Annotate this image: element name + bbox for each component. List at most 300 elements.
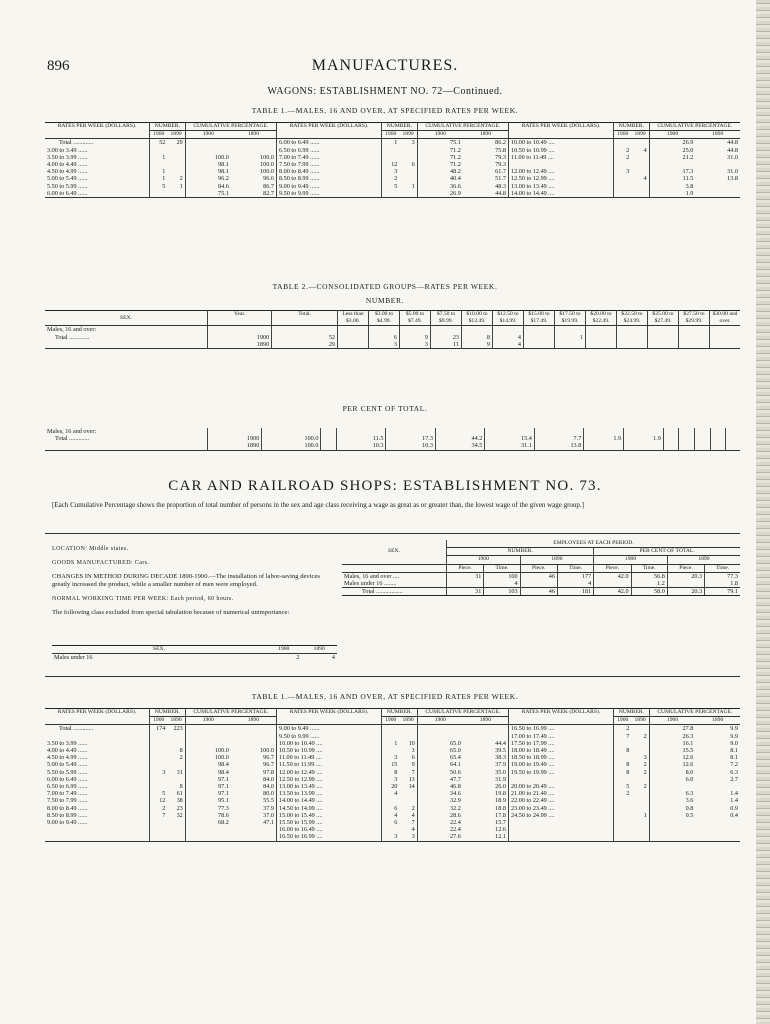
number-1900: 2	[626, 725, 630, 733]
number-1890	[631, 797, 649, 804]
rate-label: 21.00 to 21.49 ....	[509, 790, 614, 797]
rate-label: 4.50 to 4.99 ......	[45, 168, 150, 175]
bin-value: 9	[400, 334, 431, 341]
number-1890: 9	[399, 761, 417, 768]
number-1890	[167, 161, 185, 168]
header-number: NUMBER.	[382, 709, 418, 717]
header-cumulative: CUMULATIVE PERCENTAGE.	[185, 709, 276, 717]
cumulative-1900	[649, 161, 695, 168]
bin-value	[524, 334, 555, 341]
bin-value: 3	[369, 341, 400, 349]
header-bin: $5.00 to $7.49.	[400, 311, 431, 326]
number-1900: 1	[394, 739, 398, 747]
empty-cell	[337, 428, 386, 435]
cumulative-1890: 96.7	[231, 754, 277, 761]
header-percent: PER CENT OF TOTAL.	[594, 548, 740, 556]
cumulative-1890	[695, 190, 740, 198]
total-value: 52	[272, 334, 338, 341]
cumulative-1900: 78.6	[218, 811, 229, 819]
cumulative-1900: 65.0	[450, 739, 461, 747]
number-1900: 3	[394, 754, 398, 762]
rate-label	[45, 826, 150, 833]
header-cumulative: CUMULATIVE PERCENTAGE.	[417, 709, 508, 717]
number-1900	[150, 754, 168, 761]
number-1890	[167, 154, 185, 161]
cumulative-1900: 97.1	[218, 775, 229, 783]
number-1890: 38	[167, 797, 185, 804]
table-row	[45, 168, 740, 175]
bin-value: 11.5	[337, 435, 386, 442]
rate-label: 7.00 to 7.49 ......	[45, 790, 150, 797]
rate-label: 10.00 to 10.49 ....	[277, 740, 382, 747]
number-1900: 3	[394, 775, 398, 783]
empty-cell	[710, 326, 741, 334]
cumulative-1900: 75.1	[218, 189, 229, 197]
table-row	[45, 790, 740, 797]
number-1900	[614, 175, 632, 182]
rate-label: 6.00 to 6.49 ......	[45, 776, 150, 783]
year-header: 1890	[302, 646, 338, 654]
number-1890: 31	[167, 769, 185, 776]
cumulative-1900: 47.7	[450, 775, 461, 783]
bin-value	[679, 341, 710, 349]
cumulative-note: [Each Cumulative Percentage shows the proportion of total number of persons in the sex and age class receiving a wage as great as or greater than, the lowest wage of the given wage group.]	[52, 501, 585, 509]
number-1900: 2	[394, 175, 398, 183]
cumulative-1890: 1.4	[730, 790, 738, 798]
number-1890: 4	[399, 826, 417, 833]
year-header: 1890	[463, 717, 509, 725]
number-1890: 223	[167, 725, 185, 733]
bin-value: 23	[431, 334, 462, 341]
empty-cell	[586, 326, 617, 334]
employee-value: 20.3	[667, 572, 704, 580]
cumulative-1890: 44.4	[463, 740, 509, 747]
number-1890: 2	[631, 769, 649, 776]
table-row	[45, 139, 740, 147]
number-1890	[399, 797, 417, 804]
cumulative-1900	[185, 833, 231, 841]
number-1890	[167, 826, 185, 833]
rate-label: 15.00 to 15.49 ....	[277, 812, 382, 819]
bin-value: 17.3	[386, 435, 435, 442]
cumulative-1890: 44.8	[727, 139, 738, 147]
cumulative-1890: 13.8	[727, 175, 738, 183]
table2-percent-head: PER CENT OF TOTAL.	[342, 404, 428, 413]
cumulative-1900	[185, 139, 231, 147]
cumulative-1900: 98.1	[218, 168, 229, 176]
header-number: NUMBER.	[382, 123, 418, 131]
bin-value	[648, 334, 679, 341]
year-header: 1900	[382, 717, 400, 725]
empty-cell	[555, 326, 586, 334]
rate-label: 14.00 to 14.49 ....	[509, 190, 614, 198]
header-bin: $22.50 to $24.99.	[617, 311, 648, 326]
empty-cell	[679, 428, 695, 435]
bin-value	[617, 341, 648, 349]
employee-value: 177	[557, 572, 593, 580]
empty-cell	[648, 326, 679, 334]
location-text: LOCATION: Middle states.	[52, 546, 129, 552]
cumulative-1890: 19.8	[463, 790, 509, 797]
empty-cell	[272, 326, 338, 334]
cumulative-1900: 97.1	[218, 790, 229, 798]
header-bin: Less than $3.00.	[338, 311, 369, 326]
rate-label: 6.50 to 6.99 ......	[277, 147, 382, 154]
table-row	[45, 776, 740, 783]
employee-value: 31	[447, 572, 484, 580]
cumulative-1900: 50.6	[450, 768, 461, 776]
year-value: 1890	[208, 442, 262, 450]
cumulative-1900: 8.0	[685, 768, 694, 776]
number-1890: 61	[167, 790, 185, 797]
table-row	[45, 747, 740, 754]
number-1900	[382, 826, 400, 833]
number-1900: 8	[626, 747, 630, 755]
employee-value: 4	[484, 580, 520, 588]
cumulative-1900: 16.1	[682, 739, 694, 747]
cumulative-1900	[185, 826, 231, 833]
number-1890	[167, 740, 185, 747]
cumulative-1890	[695, 161, 740, 168]
empty-cell	[710, 428, 726, 435]
number-1890: 7	[399, 769, 417, 776]
blank-header	[342, 564, 447, 572]
cumulative-1890	[231, 740, 277, 747]
number-1900: 5	[394, 182, 398, 190]
bin-value	[679, 435, 695, 442]
employee-value: 58.0	[631, 588, 667, 596]
table-bottom-rule	[45, 450, 740, 459]
cumulative-1900: 98.4	[218, 768, 229, 776]
cumulative-1890	[231, 826, 277, 833]
cumulative-1890: 100.0	[231, 747, 277, 754]
header-bin: $27.50 to $29.99.	[679, 311, 710, 326]
number-1900	[614, 740, 632, 747]
excluded-value-1900: 2	[296, 654, 300, 662]
cumulative-1890: 31.0	[727, 153, 738, 161]
rate-label: 13.00 to 13.49 ....	[277, 783, 382, 790]
bin-value: 3	[400, 341, 431, 349]
row-label	[45, 442, 208, 450]
table-row	[45, 797, 740, 804]
number-1900: 5	[626, 783, 630, 791]
table-row	[45, 435, 740, 442]
year-header: 1890	[399, 717, 417, 725]
rate-label: 13.50 to 13.99 ....	[277, 790, 382, 797]
cumulative-1890: 8.1	[730, 754, 738, 762]
number-1890: 4	[631, 147, 649, 154]
bin-value	[555, 341, 586, 349]
cumulative-1890: 96.7	[231, 761, 277, 768]
rate-label: 18.00 to 18.49 ....	[509, 747, 614, 754]
number-1890: 2	[399, 805, 417, 812]
number-1900	[150, 826, 168, 833]
bin-value	[710, 442, 726, 450]
cumulative-1900: 32.9	[450, 797, 461, 805]
year-header: 1890	[463, 131, 509, 139]
year-header: 1890	[695, 131, 740, 139]
row-label: Total .................	[342, 588, 447, 596]
number-1890: 3	[399, 747, 417, 754]
excluded-class-table	[52, 645, 337, 661]
cumulative-1890: 48.3	[463, 183, 509, 190]
rate-label: 5.50 to 5.99 ......	[45, 183, 150, 190]
bin-value: 4	[493, 334, 524, 341]
rate-label: 19.00 to 19.49 ....	[509, 761, 614, 768]
rate-label: 8.50 to 8.99 ......	[45, 812, 150, 819]
bin-value	[695, 442, 711, 450]
cumulative-1890: 1.4	[730, 797, 738, 805]
table-row	[342, 580, 740, 588]
number-1900	[614, 139, 632, 147]
rate-label: 12.00 to 12.49 ....	[277, 769, 382, 776]
number-1890: 29	[167, 139, 185, 147]
number-1900	[150, 147, 168, 154]
rate-label: 7.50 to 7.99 ......	[277, 161, 382, 168]
cumulative-1890	[695, 833, 740, 841]
piece-header: Piece.	[520, 564, 557, 572]
table-row	[45, 833, 740, 841]
year-header: 1900	[614, 131, 632, 139]
cumulative-1900: 11.5	[682, 175, 694, 183]
number-1890: 14	[399, 783, 417, 790]
number-1900: 8	[626, 761, 630, 769]
empty-cell	[262, 428, 321, 435]
changes-text: CHANGES IN METHOD DURING DECADE 1890-1900.—The installation of labor-saving devices greatly increased the product, while a smaller number of men were employed.	[52, 573, 320, 588]
empty-cell	[435, 428, 484, 435]
number-1900	[150, 776, 168, 783]
table-row	[45, 183, 740, 190]
group-row	[45, 428, 740, 435]
divider	[45, 676, 740, 677]
number-1900: 174	[156, 725, 166, 733]
rate-label: 12.50 to 12.99 ....	[509, 175, 614, 182]
header-sex: SEX.	[52, 646, 266, 654]
cumulative-1900: 12.6	[682, 754, 694, 762]
bin-value	[663, 442, 679, 450]
empty-cell	[386, 428, 435, 435]
header-number: NUMBER.	[447, 548, 594, 556]
number-1890	[631, 776, 649, 783]
number-1900	[614, 805, 632, 812]
rate-label: 18.50 to 18.99 ....	[509, 754, 614, 761]
bin-value	[321, 435, 337, 442]
number-1890: 2	[631, 783, 649, 790]
cumulative-1890: 86.2	[463, 139, 509, 147]
bin-value: 34.5	[435, 442, 484, 450]
cumulative-1890: 37.9	[231, 805, 277, 812]
table-row	[45, 154, 740, 161]
header-cumulative: CUMULATIVE PERCENTAGE.	[649, 709, 740, 717]
piece-header: Piece.	[667, 564, 704, 572]
number-1890	[167, 761, 185, 768]
number-1900	[614, 833, 632, 841]
empty-cell	[524, 326, 555, 334]
number-1900	[382, 747, 400, 754]
bin-value: 10.3	[337, 442, 386, 450]
header-bin: $30.00 and over.	[710, 311, 741, 326]
year-header: 1900	[649, 717, 695, 725]
cumulative-1890: 7.2	[730, 761, 738, 769]
number-1900	[382, 154, 400, 161]
rate-label: 23.00 to 23.49 ....	[509, 805, 614, 812]
cumulative-1890	[231, 833, 277, 841]
number-1900: 4	[394, 790, 398, 798]
bin-value	[648, 341, 679, 349]
employee-value	[667, 580, 704, 588]
employee-value	[520, 580, 557, 588]
cumulative-1890: 61.7	[463, 168, 509, 175]
bin-value	[710, 435, 726, 442]
number-1890	[631, 725, 649, 733]
cumulative-1890	[231, 725, 277, 733]
cumulative-1900: 6.3	[685, 790, 694, 798]
rate-label	[45, 733, 150, 740]
rate-label	[509, 826, 614, 833]
table1-car-shops	[45, 708, 740, 842]
cumulative-1900: 3.6	[685, 797, 694, 805]
cumulative-1890: 47.1	[231, 819, 277, 826]
year-header: 1900	[594, 556, 668, 564]
bin-value	[586, 341, 617, 349]
year-header: 1900	[417, 131, 463, 139]
cumulative-1900	[185, 725, 231, 733]
table2-groups	[45, 310, 740, 357]
cumulative-1900: 1.9	[685, 189, 694, 197]
rate-label: 6.00 to 6.49 ......	[277, 139, 382, 147]
empty-cell	[321, 428, 337, 435]
rate-label: 17.50 to 17.99 ....	[509, 740, 614, 747]
cumulative-1890: 55.5	[231, 797, 277, 804]
bin-value: 15.4	[485, 435, 534, 442]
cumulative-1900: 22.4	[450, 819, 461, 827]
number-1890: 2	[631, 733, 649, 740]
header-number: NUMBER.	[614, 709, 650, 717]
cumulative-1890: 75.8	[463, 147, 509, 154]
year-header: 1900	[649, 131, 695, 139]
rate-label: 16.50 to 16.99 ....	[277, 833, 382, 841]
rate-label	[509, 833, 614, 841]
bin-value	[338, 341, 369, 349]
employee-value	[447, 580, 484, 588]
header-bin: $20.00 to $22.49.	[586, 311, 617, 326]
number-1900: 12	[391, 161, 398, 169]
rate-label	[45, 833, 150, 841]
cumulative-1900: 36.6	[450, 182, 461, 190]
rate-label: 3.00 to 3.49 ......	[45, 147, 150, 154]
year-header: 1890	[631, 131, 649, 139]
number-1890: 4	[399, 812, 417, 819]
cumulative-1890: 79.3	[463, 161, 509, 168]
year-header: 1900	[185, 131, 231, 139]
year-header: 1890	[399, 131, 417, 139]
rate-label: 12.50 to 12.99 ....	[277, 776, 382, 783]
bin-value	[524, 341, 555, 349]
number-1900	[382, 190, 400, 198]
number-1890: 13	[399, 776, 417, 783]
total-value: 29	[272, 341, 338, 349]
employee-value: 103	[484, 588, 520, 596]
rate-label: 10.50 to 10.99 ....	[277, 747, 382, 754]
bin-value: 44.2	[435, 435, 484, 442]
header-rates: RATES PER WEEK (DOLLARS).	[45, 123, 150, 139]
cumulative-1900: 64.1	[450, 761, 461, 769]
empty-cell	[679, 326, 710, 334]
employee-value: 1.2	[631, 580, 667, 588]
employee-value: 46	[520, 572, 557, 580]
bin-value	[726, 442, 740, 450]
cumulative-1900: 34.6	[450, 790, 461, 798]
number-1900: 8	[626, 768, 630, 776]
rate-label	[509, 161, 614, 168]
number-1900	[614, 819, 632, 826]
employee-value: 77.3	[727, 572, 738, 580]
excluded-text: The following class excluded from special tabulation because of numerical unimportance:	[52, 609, 290, 616]
bin-value: 9	[462, 341, 493, 349]
year-value: 1890	[208, 341, 272, 349]
employee-value: 100	[484, 572, 520, 580]
cumulative-1890: 0.4	[730, 811, 738, 819]
header-sex: SEX.	[342, 540, 447, 564]
rate-label: 12.00 to 12.49 ....	[509, 168, 614, 175]
number-1890: 8	[167, 747, 185, 754]
employee-value: 4	[557, 580, 593, 588]
header-sex: SEX.	[45, 311, 208, 326]
header-bin: $12.50 to $14.99.	[493, 311, 524, 326]
rate-label: 4.00 to 4.49 ......	[45, 161, 150, 168]
number-1900	[150, 161, 168, 168]
table2-percent	[45, 428, 740, 459]
empty-cell	[663, 428, 679, 435]
number-1890: 6	[399, 754, 417, 761]
empty-cell	[624, 428, 664, 435]
header-cumulative: CUMULATIVE PERCENTAGE.	[185, 123, 276, 131]
table-row	[45, 442, 740, 450]
rate-label: 16.50 to 16.99 ....	[509, 725, 614, 733]
number-1900: 3	[394, 168, 398, 176]
table3-caption: TABLE 1.—MALES, 16 AND OVER, AT SPECIFIED RATES PER WEEK.	[251, 692, 519, 701]
table1-wagons	[45, 122, 740, 198]
cumulative-1900: 27.8	[682, 725, 694, 733]
number-1900: 1	[162, 153, 166, 161]
time-header: Time.	[631, 564, 667, 572]
number-1890	[631, 790, 649, 797]
cumulative-1890: 51.7	[463, 175, 509, 182]
bin-value	[586, 334, 617, 341]
rate-label: 17.00 to 17.49 ....	[509, 733, 614, 740]
cumulative-1900: 27.6	[450, 833, 461, 841]
header-rates: RATES PER WEEK (DOLLARS).	[277, 123, 382, 139]
bottom-rule	[45, 349, 740, 358]
cumulative-1890	[463, 733, 509, 740]
cumulative-1900: 12.6	[682, 761, 694, 769]
number-1890	[167, 833, 185, 841]
empty-cell	[338, 326, 369, 334]
number-1900: 7	[162, 811, 166, 819]
table-row	[342, 572, 740, 580]
rate-label	[509, 819, 614, 826]
header-rates: RATES PER WEEK (DOLLARS).	[509, 709, 614, 725]
number-1890	[167, 733, 185, 740]
employee-value: 181	[557, 588, 593, 596]
number-1890: 32	[167, 812, 185, 819]
table-bottom-rule	[45, 349, 740, 358]
number-1900	[614, 161, 632, 168]
divider	[45, 533, 740, 534]
bin-value	[726, 435, 740, 442]
cumulative-1900: 46.8	[450, 783, 461, 791]
year-header: 1900	[185, 717, 231, 725]
